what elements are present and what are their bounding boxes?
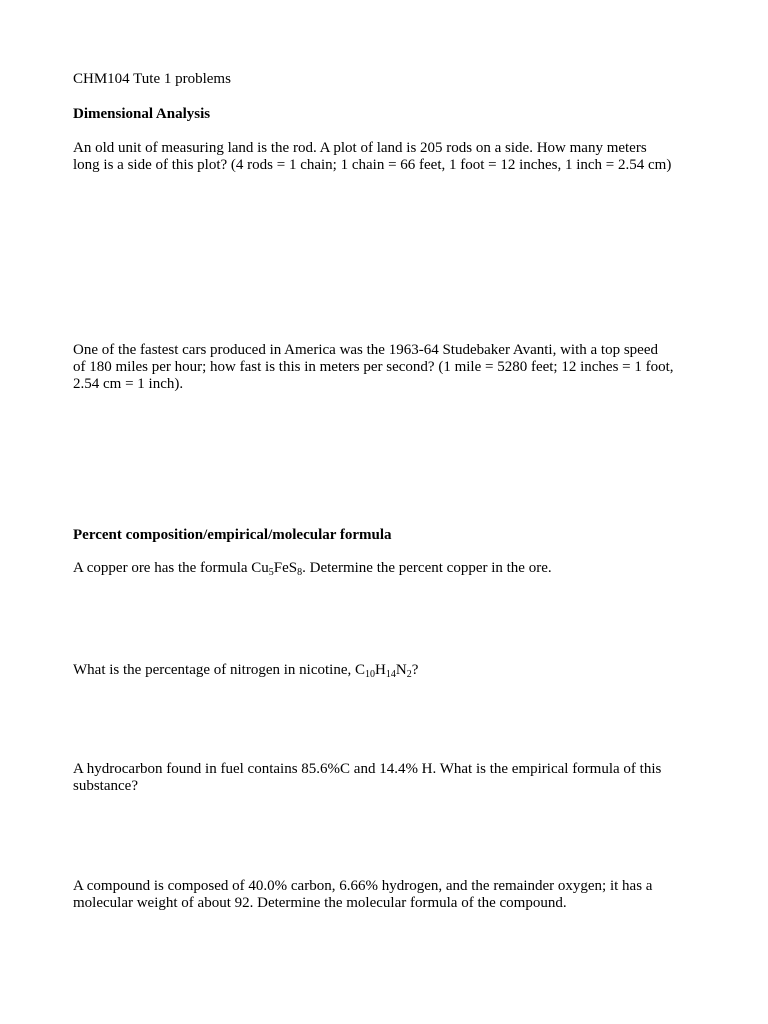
problem-rod-conversion — [73, 140, 713, 174]
problem-line: molecular weight of about 92. Determine the molecular formula of the compound. — [73, 895, 567, 911]
problem-line: One of the fastest cars produced in America was the 1963-64 Studebaker Avanti, with a top speed — [73, 342, 658, 358]
problem-nicotine — [73, 662, 713, 679]
formula-element: N — [395, 662, 407, 678]
problem-line: A hydrocarbon found in fuel contains 85.6%C and 14.4% H. What is the empirical formula of this — [73, 761, 662, 777]
section-heading-dimensional-analysis: Dimensional Analysis — [73, 106, 211, 122]
problem-text: A copper ore has the formula — [73, 560, 252, 576]
formula-subscript: 2 — [406, 669, 412, 680]
problem-text: What is the percentage of nitrogen in nicotine, — [73, 662, 355, 678]
formula-subscript: 5 — [268, 567, 274, 578]
problem-line: An old unit of measuring land is the rod. A plot of land is 205 rods on a side. How many meters — [73, 140, 647, 156]
formula-element: Cu — [251, 560, 269, 576]
problem-line: 2.54 cm = 1 inch). — [73, 376, 184, 392]
formula-subscript: 8 — [297, 567, 303, 578]
problem-line: of 180 miles per hour; how fast is this in meters per second? (1 mile = 5280 feet; 12 inches = 1 foot, — [73, 359, 674, 375]
problem-molecular-formula — [73, 878, 713, 912]
formula-element: FeS — [273, 560, 298, 576]
problem-copper-ore — [73, 560, 713, 577]
problem-line: long is a side of this plot? (4 rods = 1 chain; 1 chain = 66 feet, 1 foot = 12 inches, 1 inch = 2.54 cm) — [73, 157, 672, 173]
problem-line: substance? — [73, 778, 138, 794]
formula-element: H — [375, 662, 386, 678]
problem-line: A compound is composed of 40.0% carbon, 6.66% hydrogen, and the remainder oxygen; it has a — [73, 878, 653, 894]
problem-car-speed — [73, 342, 713, 393]
section-heading-percent-composition: Percent composition/empirical/molecular formula — [73, 527, 392, 543]
document-title: CHM104 Tute 1 problems — [73, 71, 231, 87]
formula-subscript: 14 — [385, 669, 396, 680]
formula-subscript: 10 — [365, 669, 375, 680]
problem-text: . Determine the percent copper in the ore. — [302, 560, 552, 576]
problem-text: ? — [411, 662, 419, 678]
problem-hydrocarbon — [73, 761, 713, 795]
formula-element: C — [354, 662, 365, 678]
